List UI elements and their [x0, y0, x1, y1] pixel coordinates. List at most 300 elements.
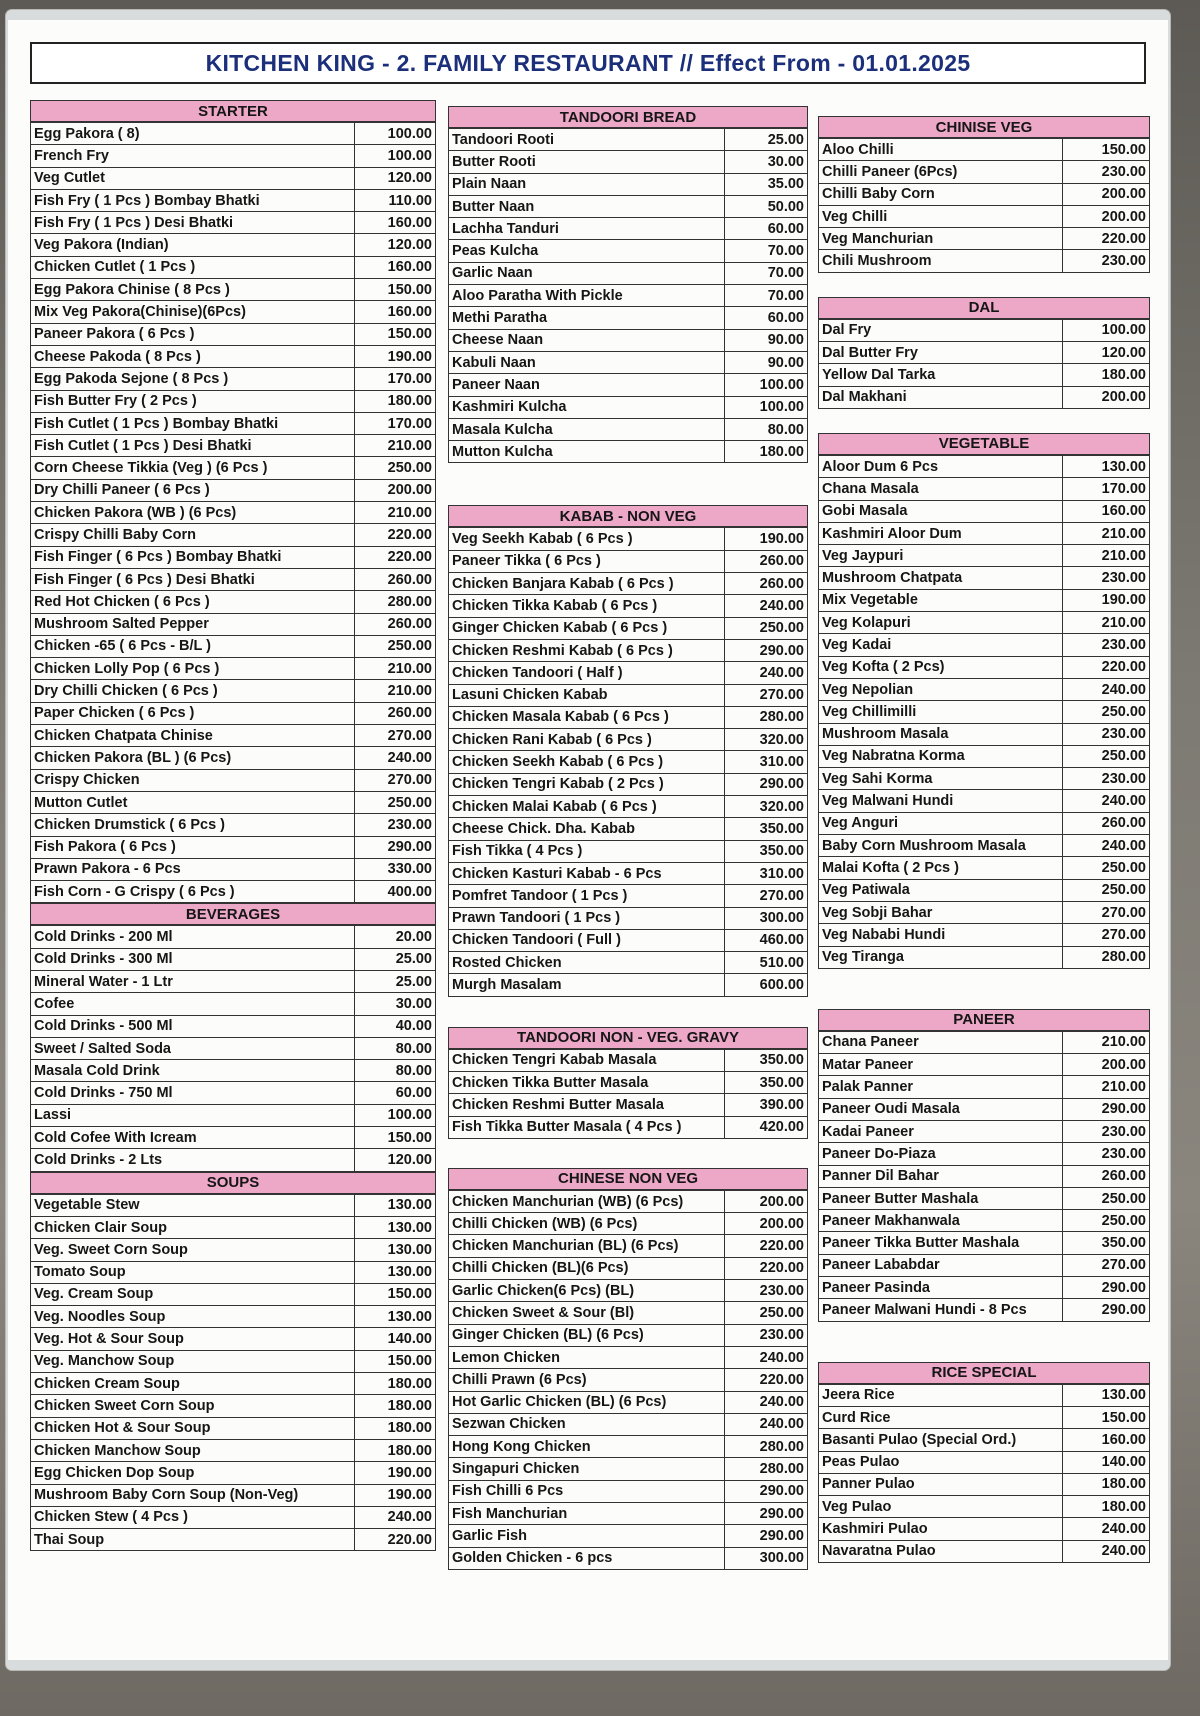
menu-item-name: Mix Vegetable [819, 589, 1063, 611]
menu-item-price: 200.00 [725, 1190, 808, 1212]
section-heading: PANEER [818, 1009, 1150, 1031]
menu-item-row [31, 926, 436, 948]
menu-item-name: Panner Pulao [819, 1473, 1063, 1495]
menu-item-name: Lasuni Chicken Kabab [449, 684, 725, 706]
menu-item-price: 210.00 [1063, 612, 1150, 634]
menu-item-name: Paneer Pasinda [819, 1277, 1063, 1299]
menu-item-price: 150.00 [355, 1127, 436, 1149]
menu-item-price: 230.00 [1063, 723, 1150, 745]
menu-item-row [449, 974, 808, 996]
menu-item-price: 240.00 [725, 1346, 808, 1368]
menu-item-price: 270.00 [725, 885, 808, 907]
menu-item-price: 220.00 [725, 1369, 808, 1391]
menu-item-price: 270.00 [355, 725, 436, 747]
menu-item-price: 160.00 [1063, 1429, 1150, 1451]
menu-item-price: 240.00 [725, 595, 808, 617]
menu-item-price: 80.00 [355, 1037, 436, 1059]
menu-column-2 [448, 106, 808, 1570]
menu-item-price: 210.00 [355, 502, 436, 524]
menu-item-row [449, 706, 808, 728]
menu-item-row [819, 723, 1150, 745]
menu-item-name: Chicken Tengri Kabab ( 2 Pcs ) [449, 773, 725, 795]
menu-item-price: 210.00 [1063, 1076, 1150, 1098]
menu-item-row [819, 835, 1150, 857]
menu-item-name: Basanti Pulao (Special Ord.) [819, 1429, 1063, 1451]
menu-item-row [449, 218, 808, 240]
menu-item-price: 350.00 [725, 840, 808, 862]
menu-item-name: Palak Panner [819, 1076, 1063, 1098]
menu-item-price: 290.00 [355, 836, 436, 858]
menu-item-name: Fish Pakora ( 6 Pcs ) [31, 836, 355, 858]
menu-item-name: Fish Fry ( 1 Pcs ) Bombay Bhatki [31, 189, 355, 211]
menu-item-price: 210.00 [1063, 545, 1150, 567]
menu-item-price: 230.00 [355, 814, 436, 836]
menu-item-row [31, 524, 436, 546]
menu-item-price: 350.00 [1063, 1232, 1150, 1254]
menu-item-name: Veg Tiranga [819, 946, 1063, 968]
menu-item-row [31, 234, 436, 256]
menu-item-price: 180.00 [1063, 1496, 1150, 1518]
menu-item-row [819, 455, 1150, 477]
menu-item-price: 130.00 [355, 1194, 436, 1216]
menu-item-name: Jeera Rice [819, 1384, 1063, 1406]
menu-item-name: Fish Cutlet ( 1 Pcs ) Bombay Bhatki [31, 412, 355, 434]
menu-item-row [449, 907, 808, 929]
menu-item-price: 230.00 [1063, 1120, 1150, 1142]
menu-item-row [449, 952, 808, 974]
menu-item-price: 280.00 [725, 1436, 808, 1458]
menu-item-name: Egg Chicken Dop Soup [31, 1462, 355, 1484]
menu-item-row [449, 1458, 808, 1480]
menu-item-name: Plain Naan [449, 173, 725, 195]
menu-item-name: Paneer Butter Mashala [819, 1187, 1063, 1209]
menu-item-row [449, 1116, 808, 1138]
menu-item-row [449, 240, 808, 262]
menu-item-name: Cold Drinks - 300 Ml [31, 948, 355, 970]
menu-item-row [819, 589, 1150, 611]
menu-item-name: Dry Chilli Chicken ( 6 Pcs ) [31, 680, 355, 702]
menu-item-row [31, 502, 436, 524]
menu-item-name: Fish Finger ( 6 Pcs ) Bombay Bhatki [31, 546, 355, 568]
menu-item-row [449, 818, 808, 840]
menu-item-price: 230.00 [1063, 1143, 1150, 1165]
menu-item-name: Veg. Manchow Soup [31, 1350, 355, 1372]
menu-item-row [31, 836, 436, 858]
menu-item-row [31, 769, 436, 791]
menu-item-price: 60.00 [355, 1082, 436, 1104]
menu-item-row [819, 342, 1150, 364]
menu-item-name: Mushroom Baby Corn Soup (Non-Veg) [31, 1484, 355, 1506]
menu-item-row [449, 1094, 808, 1116]
menu-item-row [449, 441, 808, 463]
menu-item-price: 290.00 [725, 639, 808, 661]
menu-item-row [819, 228, 1150, 250]
menu-item-row [819, 1384, 1150, 1406]
menu-item-price: 230.00 [725, 1280, 808, 1302]
menu-column-1 [30, 100, 436, 1551]
menu-item-row [31, 1462, 436, 1484]
menu-item-row [819, 567, 1150, 589]
menu-item-price: 80.00 [725, 418, 808, 440]
menu-item-row [819, 205, 1150, 227]
menu-item-row [449, 862, 808, 884]
menu-item-name: Masala Cold Drink [31, 1060, 355, 1082]
menu-item-name: Hong Kong Chicken [449, 1436, 725, 1458]
menu-item-name: Veg Kadai [819, 634, 1063, 656]
menu-item-price: 160.00 [355, 212, 436, 234]
menu-item-name: Paneer Oudi Masala [819, 1098, 1063, 1120]
menu-item-price: 90.00 [725, 351, 808, 373]
section-tandoori-non-veg-gravy [448, 1027, 808, 1139]
section-heading: BEVERAGES [30, 903, 436, 925]
menu-item-row [449, 151, 808, 173]
menu-item-price: 260.00 [355, 613, 436, 635]
menu-item-price: 210.00 [355, 435, 436, 457]
menu-item-name: Chicken Hot & Sour Soup [31, 1417, 355, 1439]
menu-item-price: 110.00 [355, 189, 436, 211]
section-heading: STARTER [30, 100, 436, 122]
menu-item-price: 180.00 [355, 1417, 436, 1439]
menu-item-price: 180.00 [725, 441, 808, 463]
menu-item-name: Mix Veg Pakora(Chinise)(6Pcs) [31, 301, 355, 323]
menu-item-price: 270.00 [725, 684, 808, 706]
menu-item-price: 250.00 [355, 457, 436, 479]
menu-item-row [31, 993, 436, 1015]
menu-item-row [449, 1071, 808, 1093]
menu-item-name: Chicken Manchurian (BL) (6 Pcs) [449, 1235, 725, 1257]
menu-item-name: Murgh Masalam [449, 974, 725, 996]
menu-item-name: Kashmiri Aloor Dum [819, 522, 1063, 544]
menu-item-name: Fish Chilli 6 Pcs [449, 1480, 725, 1502]
section-heading: RICE SPECIAL [818, 1362, 1150, 1384]
menu-item-name: Chicken Malai Kabab ( 6 Pcs ) [449, 796, 725, 818]
menu-item-row [819, 545, 1150, 567]
section-rice-special [818, 1362, 1150, 1563]
menu-item-name: Pomfret Tandoor ( 1 Pcs ) [449, 885, 725, 907]
section-paneer [818, 1009, 1150, 1322]
menu-item-row [449, 1346, 808, 1368]
menu-item-name: Golden Chicken - 6 pcs [449, 1547, 725, 1569]
menu-item-price: 120.00 [355, 167, 436, 189]
section-heading: CHINESE NON VEG [448, 1168, 808, 1190]
menu-item-price: 600.00 [725, 974, 808, 996]
menu-item-price: 150.00 [355, 1283, 436, 1305]
menu-item-row [449, 1369, 808, 1391]
menu-item-row [819, 364, 1150, 386]
menu-item-row [31, 1149, 436, 1171]
menu-item-price: 190.00 [725, 528, 808, 550]
menu-item-price: 200.00 [355, 479, 436, 501]
menu-item-price: 130.00 [355, 1239, 436, 1261]
menu-item-name: Cold Drinks - 750 Ml [31, 1082, 355, 1104]
menu-item-row [449, 1280, 808, 1302]
menu-item-name: Fish Tikka ( 4 Pcs ) [449, 840, 725, 862]
menu-item-name: Panner Dil Bahar [819, 1165, 1063, 1187]
menu-item-price: 460.00 [725, 929, 808, 951]
menu-item-row [449, 729, 808, 751]
menu-item-row [31, 1306, 436, 1328]
menu-item-row [449, 307, 808, 329]
menu-item-name: Dal Fry [819, 319, 1063, 341]
menu-item-name: Chilli Chicken (WB) (6 Pcs) [449, 1213, 725, 1235]
menu-item-row [819, 1165, 1150, 1187]
menu-item-price: 270.00 [1063, 924, 1150, 946]
menu-item-row [449, 1302, 808, 1324]
menu-item-price: 280.00 [1063, 946, 1150, 968]
menu-item-name: Masala Kulcha [449, 418, 725, 440]
menu-item-name: Gobi Masala [819, 500, 1063, 522]
menu-item-row [31, 212, 436, 234]
menu-item-row [819, 1406, 1150, 1428]
menu-item-row [31, 1484, 436, 1506]
menu-item-price: 290.00 [1063, 1299, 1150, 1321]
menu-item-row [31, 1283, 436, 1305]
menu-item-name: Veg Chillimilli [819, 701, 1063, 723]
menu-item-name: Mushroom Salted Pepper [31, 613, 355, 635]
menu-item-name: Fish Corn - G Crispy ( 6 Pcs ) [31, 881, 355, 903]
menu-item-row [449, 329, 808, 351]
menu-item-name: Mushroom Chatpata [819, 567, 1063, 589]
menu-item-row [449, 840, 808, 862]
menu-item-name: Cheese Pakoda ( 8 Pcs ) [31, 345, 355, 367]
menu-item-row [31, 1417, 436, 1439]
menu-item-name: Egg Pakora ( 8) [31, 123, 355, 145]
menu-item-name: Chicken Rani Kabab ( 6 Pcs ) [449, 729, 725, 751]
menu-item-name: Chilli Chicken (BL)(6 Pcs) [449, 1257, 725, 1279]
menu-table [30, 925, 436, 1171]
section-heading: TANDOORI BREAD [448, 106, 808, 128]
menu-item-name: Ginger Chicken (BL) (6 Pcs) [449, 1324, 725, 1346]
section-kabab-non-veg [448, 505, 808, 996]
menu-item-price: 250.00 [1063, 879, 1150, 901]
menu-item-name: Mutton Kulcha [449, 441, 725, 463]
menu-item-name: Chicken Sweet & Sour (Bl) [449, 1302, 725, 1324]
menu-item-name: Curd Rice [819, 1406, 1063, 1428]
menu-item-row [819, 857, 1150, 879]
menu-item-name: Paper Chicken ( 6 Pcs ) [31, 702, 355, 724]
menu-item-price: 130.00 [355, 1216, 436, 1238]
menu-item-price: 130.00 [1063, 455, 1150, 477]
menu-item-row [819, 1098, 1150, 1120]
menu-item-name: Singapuri Chicken [449, 1458, 725, 1480]
menu-item-price: 140.00 [1063, 1451, 1150, 1473]
menu-item-name: Aloo Paratha With Pickle [449, 285, 725, 307]
menu-item-price: 200.00 [1063, 1054, 1150, 1076]
menu-item-price: 260.00 [725, 550, 808, 572]
menu-item-name: Matar Paneer [819, 1054, 1063, 1076]
menu-item-row [819, 1187, 1150, 1209]
menu-table [448, 128, 808, 463]
menu-table [448, 1190, 808, 1570]
menu-item-row [449, 396, 808, 418]
menu-item-price: 250.00 [355, 791, 436, 813]
menu-item-row [819, 1054, 1150, 1076]
menu-item-row [31, 1060, 436, 1082]
menu-item-price: 240.00 [355, 747, 436, 769]
menu-table [818, 319, 1150, 409]
menu-item-name: Tomato Soup [31, 1261, 355, 1283]
menu-item-name: Veg Chilli [819, 205, 1063, 227]
menu-item-name: Fish Manchurian [449, 1503, 725, 1525]
menu-item-name: Chicken Lolly Pop ( 6 Pcs ) [31, 658, 355, 680]
menu-item-price: 190.00 [355, 1462, 436, 1484]
menu-item-name: Chicken Pakora (WB ) (6 Pcs) [31, 502, 355, 524]
menu-item-name: Garlic Chicken(6 Pcs) (BL) [449, 1280, 725, 1302]
menu-item-name: Chilli Paneer (6Pcs) [819, 161, 1063, 183]
menu-item-name: Chana Masala [819, 478, 1063, 500]
menu-item-price: 280.00 [725, 1458, 808, 1480]
menu-item-row [31, 1239, 436, 1261]
menu-item-price: 250.00 [1063, 857, 1150, 879]
menu-item-price: 230.00 [1063, 250, 1150, 272]
menu-item-row [819, 1299, 1150, 1321]
menu-item-name: Cofee [31, 993, 355, 1015]
menu-table [30, 122, 436, 903]
menu-item-row [449, 1525, 808, 1547]
menu-item-name: Lachha Tanduri [449, 218, 725, 240]
menu-title: KITCHEN KING - 2. FAMILY RESTAURANT // Effect From - 01.01.2025 [205, 49, 971, 76]
menu-item-row [449, 262, 808, 284]
menu-item-price: 210.00 [355, 658, 436, 680]
menu-item-row [449, 595, 808, 617]
menu-item-price: 320.00 [725, 796, 808, 818]
menu-item-price: 290.00 [725, 1525, 808, 1547]
menu-item-row [449, 1213, 808, 1235]
menu-item-name: Chicken Stew ( 4 Pcs ) [31, 1506, 355, 1528]
menu-item-price: 180.00 [1063, 1473, 1150, 1495]
menu-item-row [449, 1480, 808, 1502]
menu-item-name: Paneer Makhanwala [819, 1210, 1063, 1232]
menu-item-name: Sweet / Salted Soda [31, 1037, 355, 1059]
section-heading: VEGETABLE [818, 433, 1150, 455]
menu-item-price: 320.00 [725, 729, 808, 751]
menu-item-name: Chicken Tandoori ( Full ) [449, 929, 725, 951]
menu-item-name: Veg Pulao [819, 1496, 1063, 1518]
menu-item-row [449, 662, 808, 684]
menu-item-price: 260.00 [355, 702, 436, 724]
menu-item-name: Paneer Naan [449, 374, 725, 396]
menu-item-name: Fish Tikka Butter Masala ( 4 Pcs ) [449, 1116, 725, 1138]
menu-item-price: 120.00 [355, 234, 436, 256]
menu-item-row [31, 1127, 436, 1149]
menu-item-name: Veg Seekh Kabab ( 6 Pcs ) [449, 528, 725, 550]
menu-item-row [819, 522, 1150, 544]
menu-item-price: 230.00 [1063, 768, 1150, 790]
menu-item-name: Chicken -65 ( 6 Pcs - B/L ) [31, 635, 355, 657]
menu-item-name: Mineral Water - 1 Ltr [31, 970, 355, 992]
section-beverages [30, 903, 436, 1171]
menu-item-price: 240.00 [725, 662, 808, 684]
menu-item-row [819, 1429, 1150, 1451]
menu-item-price: 60.00 [725, 218, 808, 240]
menu-item-row [449, 639, 808, 661]
menu-item-row [31, 1328, 436, 1350]
menu-item-price: 260.00 [725, 573, 808, 595]
menu-item-name: Fish Cutlet ( 1 Pcs ) Desi Bhatki [31, 435, 355, 457]
menu-item-row [819, 612, 1150, 634]
menu-item-row [449, 1190, 808, 1212]
menu-item-row [31, 145, 436, 167]
menu-item-price: 260.00 [1063, 812, 1150, 834]
menu-item-price: 160.00 [1063, 500, 1150, 522]
menu-sheet [8, 20, 1168, 1660]
section-vegetable [818, 433, 1150, 969]
menu-item-name: Veg Anguri [819, 812, 1063, 834]
menu-item-price: 250.00 [1063, 701, 1150, 723]
menu-item-name: Chicken Sweet Corn Soup [31, 1395, 355, 1417]
menu-item-price: 240.00 [1063, 835, 1150, 857]
menu-item-name: Methi Paratha [449, 307, 725, 329]
menu-item-row [31, 1395, 436, 1417]
menu-item-name: Veg Kolapuri [819, 612, 1063, 634]
menu-item-row [819, 1120, 1150, 1142]
menu-item-row [449, 374, 808, 396]
menu-item-row [31, 390, 436, 412]
menu-item-price: 170.00 [1063, 478, 1150, 500]
menu-item-price: 210.00 [355, 680, 436, 702]
menu-item-price: 190.00 [1063, 589, 1150, 611]
menu-item-price: 350.00 [725, 1071, 808, 1093]
menu-item-row [449, 573, 808, 595]
menu-item-name: Chicken Drumstick ( 6 Pcs ) [31, 814, 355, 836]
menu-item-price: 220.00 [355, 1529, 436, 1551]
menu-item-price: 100.00 [725, 374, 808, 396]
menu-item-price: 230.00 [1063, 634, 1150, 656]
menu-item-name: Chicken Chatpata Chinise [31, 725, 355, 747]
menu-item-name: Chili Mushroom [819, 250, 1063, 272]
menu-item-row [31, 546, 436, 568]
menu-item-name: Fish Fry ( 1 Pcs ) Desi Bhatki [31, 212, 355, 234]
menu-item-price: 70.00 [725, 262, 808, 284]
menu-item-price: 230.00 [725, 1324, 808, 1346]
menu-item-price: 120.00 [1063, 342, 1150, 364]
section-heading: DAL [818, 297, 1150, 319]
menu-item-price: 240.00 [1063, 1540, 1150, 1562]
menu-item-row [31, 256, 436, 278]
menu-item-name: Dal Butter Fry [819, 342, 1063, 364]
menu-item-price: 180.00 [355, 390, 436, 412]
menu-item-row [819, 1210, 1150, 1232]
menu-item-row [31, 1261, 436, 1283]
menu-item-row [819, 1143, 1150, 1165]
menu-item-row [819, 1277, 1150, 1299]
menu-item-row [449, 617, 808, 639]
section-tandoori-bread [448, 106, 808, 463]
menu-item-price: 100.00 [725, 396, 808, 418]
menu-item-price: 310.00 [725, 862, 808, 884]
menu-item-row [449, 285, 808, 307]
menu-item-name: Paneer Tikka ( 6 Pcs ) [449, 550, 725, 572]
menu-item-row [31, 747, 436, 769]
menu-item-name: Chicken Masala Kabab ( 6 Pcs ) [449, 706, 725, 728]
menu-item-row [449, 550, 808, 572]
menu-item-row [449, 351, 808, 373]
menu-item-price: 150.00 [1063, 139, 1150, 161]
menu-item-price: 100.00 [355, 145, 436, 167]
menu-item-row [449, 885, 808, 907]
menu-item-row [819, 656, 1150, 678]
menu-item-name: Chicken Banjara Kabab ( 6 Pcs ) [449, 573, 725, 595]
menu-item-price: 190.00 [355, 1484, 436, 1506]
menu-item-row [31, 1104, 436, 1126]
menu-item-price: 70.00 [725, 240, 808, 262]
menu-item-row [819, 139, 1150, 161]
menu-item-row [31, 680, 436, 702]
menu-item-row [819, 1076, 1150, 1098]
menu-item-price: 180.00 [355, 1439, 436, 1461]
menu-item-price: 250.00 [1063, 745, 1150, 767]
menu-item-row [449, 929, 808, 951]
